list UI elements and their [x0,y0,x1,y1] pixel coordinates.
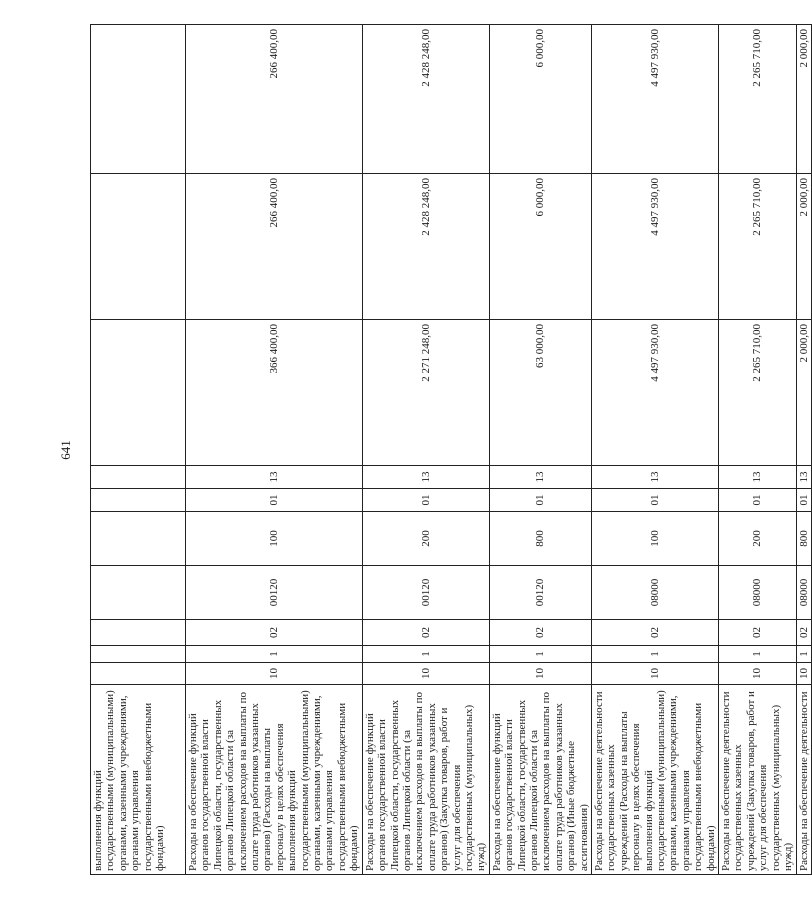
cell-code: 1 [796,646,811,663]
cell-amount: 2 271 248,00 [362,320,489,466]
cell-code [91,663,186,685]
row-description: выполнения функций государственными (муниципальными) органами, казенными учреждениями, органами управления государственными внебюджетными фондами) [91,685,186,875]
cell-code: 08000 [719,566,796,620]
cell-code: 10 [186,663,363,685]
table-row [186,25,363,875]
cell-amount: 2 428 248,00 [362,174,489,320]
cell-code: 01 [186,489,363,512]
cell-code: 800 [796,512,811,566]
cell-code: 02 [186,620,363,646]
cell-code: 02 [489,620,591,646]
cell-amount: 2 265 710,00 [719,174,796,320]
cell-code: 08000 [796,566,811,620]
cell-amount: 2 428 248,00 [362,25,489,174]
cell-code: 10 [489,663,591,685]
row-description: Расходы на обеспечение функций органов государственной власти Липецкой области, государственных органов Липецкой области (за исключением расходов на выплаты по оплате труда работников указанных органов) (Расходы на выплаты персоналу в целях обеспечения выполнения функций государственными (муниципальными) органами, казенными учреждениями, органами управления государственными внебюджетными фондами) [186,685,363,875]
cell-code: 100 [592,512,719,566]
cell-code: 200 [719,512,796,566]
cell-code: 100 [186,512,363,566]
cell-code: 00120 [186,566,363,620]
cell-code: 200 [362,512,489,566]
row-description: Расходы на обеспечение деятельности государственных казенных учреждений (Расходы на выплаты персоналу в целях обеспечения выполнения функций государственными (муниципальными) органами, казенными учреждениями, органами управления государственными внебюджетными фондами) [592,685,719,875]
cell-code: 13 [592,466,719,489]
cell-code: 01 [796,489,811,512]
cell-amount: 2 265 710,00 [719,25,796,174]
cell-code [91,512,186,566]
row-description: Расходы на обеспечение деятельности государственных казенных учреждений (Закупка товаров, работ и услуг для обеспечения государственных (муниципальных) нужд) [719,685,796,875]
cell-code: 1 [592,646,719,663]
cell-code: 13 [186,466,363,489]
cell-code: 02 [362,620,489,646]
cell-amount: 266 400,00 [186,174,363,320]
cell-code: 01 [719,489,796,512]
cell-amount: 6 000,00 [489,25,591,174]
cell-code: 13 [489,466,591,489]
cell-amount: 6 000,00 [489,174,591,320]
cell-code: 01 [592,489,719,512]
cell-amount: 366 400,00 [186,320,363,466]
cell-code: 800 [489,512,591,566]
cell-code: 00120 [362,566,489,620]
cell-code: 10 [362,663,489,685]
cell-code: 02 [592,620,719,646]
cell-code: 13 [719,466,796,489]
cell-code: 02 [719,620,796,646]
cell-amount: 2 000,00 [796,174,811,320]
table-row [489,25,591,875]
table-row [91,25,186,875]
cell-code [91,566,186,620]
page-number: 641 [58,440,73,460]
table-row [362,25,489,875]
cell-code: 01 [362,489,489,512]
cell-amount: 4 497 930,00 [592,174,719,320]
cell-amount: 2 000,00 [796,25,811,174]
cell-amount: 266 400,00 [186,25,363,174]
cell-code [91,620,186,646]
table-row [796,25,811,875]
cell-code: 01 [489,489,591,512]
cell-code: 13 [796,466,811,489]
cell-code: 10 [592,663,719,685]
rotated-page [38,25,810,875]
cell-code: 10 [719,663,796,685]
cell-amount [91,174,186,320]
cell-code: 1 [489,646,591,663]
cell-amount: 4 497 930,00 [592,320,719,466]
row-description: Расходы на обеспечение функций органов государственной власти Липецкой области, государственных органов Липецкой области (за исключением расходов на выплаты по оплате труда работников указанных органов) (Закупка товаров, работ и услуг для обеспечения государственных (муниципальных) нужд) [362,685,489,875]
cell-code: 13 [362,466,489,489]
cell-code: 02 [796,620,811,646]
budget-table [90,24,812,875]
cell-amount: 2 265 710,00 [719,320,796,466]
row-description: Расходы на обеспечение функций органов государственной власти Липецкой области, государственных органов Липецкой области (за исключением расходов на выплаты по оплате труда работников указанных органов) (Иные бюджетные ассигнования) [489,685,591,875]
cell-code: 00120 [489,566,591,620]
cell-amount: 2 000,00 [796,320,811,466]
cell-code [91,466,186,489]
cell-code [91,489,186,512]
row-description: Расходы на обеспечение деятельности [796,685,811,875]
cell-code: 1 [719,646,796,663]
cell-amount: 63 000,00 [489,320,591,466]
cell-code: 10 [796,663,811,685]
cell-amount: 4 497 930,00 [592,25,719,174]
cell-code [91,646,186,663]
cell-amount [91,320,186,466]
cell-code: 1 [186,646,363,663]
cell-code: 08000 [592,566,719,620]
cell-code: 1 [362,646,489,663]
cell-amount [91,25,186,174]
table-row [719,25,796,875]
table-row [592,25,719,875]
